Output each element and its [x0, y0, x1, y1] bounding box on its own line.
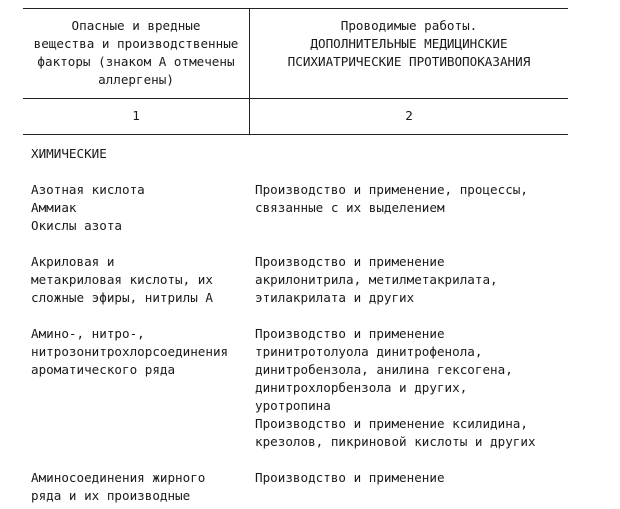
row-work: Производство и применение, процессы, связанные с их выделением — [255, 182, 528, 215]
row-work: Производство и применение акрилонитрила, метилметакрилата, этилакрилата и других — [255, 254, 498, 305]
section-title: ХИМИЧЕСКИЕ — [31, 146, 107, 161]
row-substance: Аминосоединения жирного ряда и их производные — [31, 470, 206, 503]
row-work: Производство и применение тринитротолуола динитрофенола, динитробензола, анилина гексогена, динитрохлорбензола и других, уротропина Производство и применение ксилидина, крезолов, пикриновой кислоты и других — [255, 326, 536, 449]
row-substance: Азотная кислота Аммиак Окислы азота — [31, 182, 145, 233]
row-work: Производство и применение — [255, 470, 445, 485]
row-substance: Акриловая и метакриловая кислоты, их сложные эфиры, нитрилы А — [31, 254, 213, 305]
header-col1: Опасные и вредные вещества и производственные факторы (знаком А отмечены аллергены) — [33, 18, 239, 87]
column-number-2: 2 — [405, 108, 413, 123]
column-number-1: 1 — [132, 108, 140, 123]
top-rule — [23, 8, 568, 9]
number-row-bottom-rule — [23, 134, 568, 135]
header-col2: Проводимые работы. ДОПОЛНИТЕЛЬНЫЕ МЕДИЦИНСКИЕ ПСИХИАТРИЧЕСКИЕ ПРОТИВОПОКАЗАНИЯ — [287, 18, 531, 69]
header-bottom-rule — [23, 98, 568, 99]
row-substance: Амино-, нитро-, нитрозонитрохлорсоединения ароматического ряда — [31, 326, 229, 377]
